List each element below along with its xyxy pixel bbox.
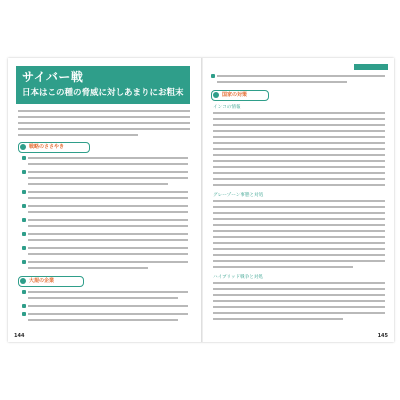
body-text-line [213,154,385,156]
body-text-line [28,157,188,159]
body-text-line [28,239,188,241]
book-spread [8,58,394,342]
section-number-icon [20,144,26,150]
body-text-line [18,110,190,112]
body-text-line [213,224,385,226]
body-text-line [213,288,385,290]
body-text-line [18,134,138,136]
body-text-line [18,122,190,124]
body-text-line [213,172,385,174]
body-text-line [213,236,385,238]
list-bullet-icon [22,218,26,222]
left-page [8,58,200,342]
body-text-line [213,294,385,296]
body-text-line [217,75,385,77]
chapter-tab [354,64,388,70]
body-text-line [213,160,385,162]
body-text-line [28,233,188,235]
body-text-line [213,230,385,232]
list-bullet-icon [22,204,26,208]
list-bullet-icon [22,304,26,308]
chapter-title-banner [16,66,190,104]
body-text-line [213,200,385,202]
chapter-title: サイバー戦 [22,70,84,84]
body-text-line [213,112,385,114]
body-text-line [28,177,188,179]
body-text-line [213,212,385,214]
body-text-line [18,128,190,130]
body-text-line [28,267,148,269]
body-text-line [213,184,385,186]
body-text-line [213,206,385,208]
section-heading: 国家の対策 [211,90,269,101]
list-bullet-icon [22,290,26,294]
body-text-line [28,305,188,307]
right-page [203,58,394,342]
body-text-line [213,254,385,256]
body-text-line [28,253,188,255]
list-bullet-icon [22,156,26,160]
body-text-line [28,197,188,199]
list-bullet-icon [211,74,215,78]
body-text-line [213,318,343,320]
body-text-line [28,319,178,321]
body-text-line [213,136,385,138]
subheading: インコの情報 [213,105,241,110]
section-number-icon [20,278,26,284]
body-text-line [213,282,385,284]
body-text-line [213,142,385,144]
section-heading: 大規の企業 [18,276,84,287]
body-text-line [213,130,385,132]
list-bullet-icon [22,170,26,174]
body-text-line [18,116,190,118]
body-text-line [213,312,385,314]
list-bullet-icon [22,246,26,250]
body-text-line [213,242,385,244]
body-text-line [213,148,385,150]
list-bullet-icon [22,190,26,194]
body-text-line [213,166,385,168]
body-text-line [213,260,385,262]
body-text-line [28,261,188,263]
list-bullet-icon [22,260,26,264]
body-text-line [213,118,385,120]
body-text-line [28,225,188,227]
body-text-line [213,218,385,220]
body-text-line [213,306,385,308]
body-text-line [217,81,347,83]
body-text-line [28,313,188,315]
body-text-line [28,247,188,249]
section-number-icon [213,92,219,98]
body-text-line [28,297,178,299]
body-text-line [213,248,385,250]
body-text-line [28,163,188,165]
body-text-line [28,191,188,193]
list-bullet-icon [22,312,26,316]
body-text-line [213,266,353,268]
body-text-line [28,171,188,173]
page-number: 145 [377,333,388,339]
body-text-line [28,205,188,207]
body-text-line [28,219,188,221]
body-text-line [213,124,385,126]
subheading: ハイブリッド戦争と対処 [213,275,264,280]
body-text-line [213,178,385,180]
body-text-line [213,300,385,302]
chapter-subtitle: 日本はこの種の脅威に対しあまりにお粗末 [22,88,184,98]
body-text-line [28,183,168,185]
body-text-line [28,291,188,293]
body-text-line [28,211,188,213]
subheading: グレーゾーン事態と対処 [213,193,264,198]
page-number: 144 [14,333,25,339]
list-bullet-icon [22,232,26,236]
section-heading: 戦略のささやき [18,142,90,153]
